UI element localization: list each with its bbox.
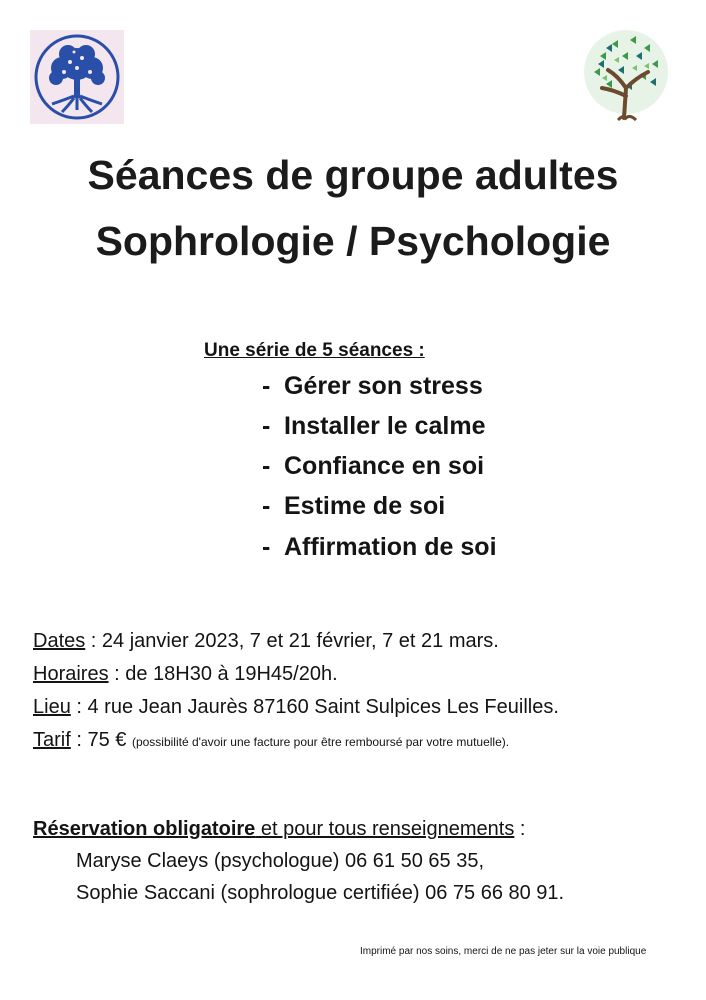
- hours-value: : de 18H30 à 19H45/20h.: [108, 663, 338, 685]
- tree-of-life-logo: [30, 30, 124, 124]
- reservation-colon: :: [514, 818, 526, 840]
- page-title-line-2: Sophrologie / Psychologie: [95, 218, 611, 264]
- hours-label: Horaires: [33, 663, 109, 685]
- price-line: [33, 729, 509, 752]
- list-item: - Installer le calme: [262, 412, 486, 440]
- footer-note: Imprimé par nos soins, merci de ne pas jeter sur la voie publique: [360, 946, 647, 957]
- topic-label: Estime de soi: [284, 492, 446, 520]
- list-item: - Gérer son stress: [262, 372, 483, 400]
- price-note: (possibilité d'avoir une facture pour être remboursé par votre mutuelle).: [131, 735, 510, 749]
- topic-label: Confiance en soi: [284, 452, 485, 480]
- series-heading: Une série de 5 séances :: [204, 340, 425, 361]
- place-line: [33, 696, 559, 719]
- butterfly-tree-logo: [578, 26, 674, 126]
- list-item: - Estime de soi: [262, 492, 446, 520]
- reservation-line: [33, 818, 525, 841]
- hours-line: [33, 663, 338, 686]
- reservation-info: et pour tous renseignements: [255, 818, 515, 840]
- butterfly-tree-icon: [578, 26, 674, 126]
- dates-label: Dates: [33, 630, 86, 652]
- page-title-line-1: Séances de groupe adultes: [87, 152, 619, 198]
- price-value: : 75 €: [70, 729, 132, 751]
- contact-sophrologist: Sophie Saccani (sophrologue certifiée) 06 75 66 80 91.: [76, 882, 565, 904]
- dates-line: [33, 630, 499, 653]
- contact-psychologist: Maryse Claeys (psychologue) 06 61 50 65 35,: [76, 850, 485, 872]
- list-item: - Affirmation de soi: [262, 533, 497, 561]
- place-label: Lieu: [33, 696, 71, 718]
- place-value: : 4 rue Jean Jaurès 87160 Saint Sulpices Les Feuilles.: [70, 696, 559, 718]
- topic-label: Gérer son stress: [284, 372, 483, 400]
- reservation-required: Réservation obligatoire: [33, 818, 256, 840]
- list-item: - Confiance en soi: [262, 452, 485, 480]
- price-label: Tarif: [33, 729, 71, 751]
- topic-label: Installer le calme: [284, 412, 486, 440]
- dates-value: : 24 janvier 2023, 7 et 21 février, 7 et 21 mars.: [85, 630, 499, 652]
- tree-of-life-icon: [34, 34, 120, 120]
- topic-label: Affirmation de soi: [284, 533, 497, 561]
